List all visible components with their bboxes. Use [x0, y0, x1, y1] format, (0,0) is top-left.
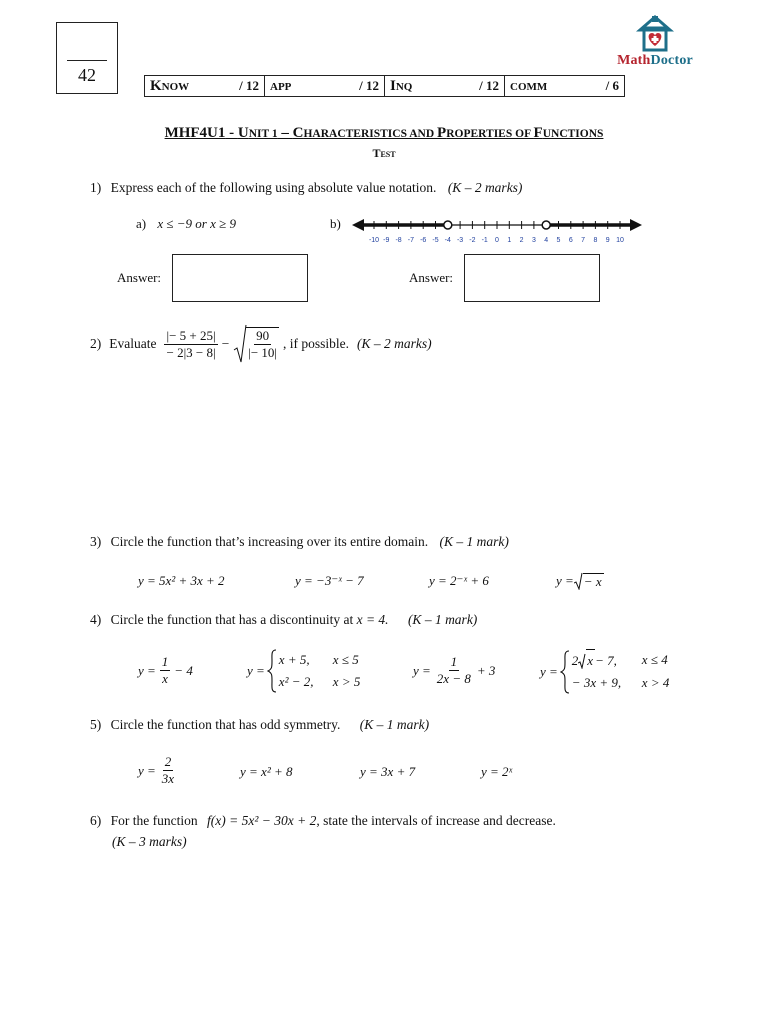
question-text: Circle the function that has a discontinuity at — [110, 612, 354, 627]
marks-label-rest: COMM — [510, 80, 548, 93]
mathdoctor-logo — [600, 12, 710, 72]
option-prefix: y = — [556, 573, 574, 588]
q4-option-2[interactable] — [247, 649, 360, 693]
question-6 — [90, 813, 556, 829]
question-2 — [90, 324, 432, 364]
tick-label: 7 — [581, 237, 586, 244]
title-cap: P — [437, 125, 447, 141]
fraction-numerator: |− 5 + 25| — [166, 327, 216, 343]
open-point — [542, 221, 550, 229]
fraction-denominator: x — [162, 671, 168, 686]
q5-option-3[interactable]: y = 3x + 7 — [360, 764, 416, 779]
title-sep: - — [225, 125, 238, 141]
q1b-answer-label: Answer: — [409, 270, 454, 285]
score-line — [67, 60, 107, 61]
piece-rest: − 7, — [595, 652, 617, 668]
question-text: Evaluate — [109, 336, 157, 351]
q1-part-a — [136, 216, 236, 232]
tick-label: -10 — [368, 237, 380, 244]
question-number: 6) — [90, 813, 102, 828]
number-line — [352, 212, 642, 246]
sqrt-sign-icon — [233, 324, 247, 364]
piece-expr: x + 5, — [278, 652, 310, 667]
question-marks: (K – 1 mark) — [407, 612, 478, 627]
piece-cond: x ≤ 5 — [332, 652, 359, 667]
fraction-denominator: − 2|3 − 8| — [166, 344, 216, 360]
q4-option-4[interactable] — [540, 649, 669, 694]
piecewise — [279, 649, 361, 693]
score-box — [56, 22, 118, 94]
marks-label-rest: APP — [270, 80, 292, 93]
fraction-numerator: 90 — [256, 328, 270, 343]
question-text: Express each of the following using absolute value notation. — [110, 180, 437, 195]
fraction-denominator: 3x — [161, 771, 175, 786]
marks-label-rest: NOW — [161, 80, 190, 93]
question-6-marks: (K – 3 marks) — [112, 834, 187, 849]
tick-label: 0 — [495, 237, 499, 244]
question-number: 4) — [90, 612, 102, 627]
question-function: f(x) = 5x² − 30x + 2 — [207, 813, 317, 828]
q3-option-3[interactable]: y = 2⁻ˣ + 6 — [429, 573, 489, 588]
tick-label: -1 — [481, 237, 488, 244]
coefficient: 2 — [571, 652, 579, 668]
tick-label: -4 — [444, 237, 451, 244]
fraction-denominator: |− 10| — [248, 345, 278, 360]
logo-text-doctor: Doctor — [650, 53, 693, 68]
tick-label: -9 — [383, 237, 390, 244]
q1a-expression: x ≤ −9 or x ≥ 9 — [157, 216, 237, 231]
q3-option-4[interactable] — [556, 572, 604, 590]
tick-label: 5 — [556, 237, 561, 244]
q4-option-3[interactable] — [413, 654, 495, 687]
question-1 — [90, 180, 522, 196]
question-text-tail: , if possible. — [283, 336, 350, 351]
q4-option-1[interactable] — [138, 654, 193, 687]
marks-label-rest: NQ — [395, 80, 413, 93]
radicand: x — [586, 649, 595, 672]
q5-fraction — [160, 754, 176, 787]
marks-label-first: K — [150, 77, 162, 94]
tick-label: -6 — [420, 237, 427, 244]
question-number: 5) — [90, 717, 102, 732]
marks-value: / 12 — [239, 78, 259, 93]
title-rest: HARACTERISTICS AND — [303, 128, 438, 140]
question-3 — [90, 534, 509, 550]
option-prefix: y = — [138, 662, 156, 678]
page-title — [0, 125, 768, 142]
option-prefix: y = — [138, 762, 156, 778]
part-label: a) — [136, 216, 147, 231]
marks-value: / 12 — [479, 78, 499, 93]
tick-label: -8 — [395, 237, 402, 244]
marks-cell-inq — [385, 76, 505, 96]
option-suffix: + 3 — [476, 662, 496, 678]
tick-label: 6 — [568, 237, 573, 244]
title-cap: F — [533, 125, 543, 141]
tick-label: 2 — [519, 237, 524, 244]
piece-cond: x > 4 — [641, 675, 670, 690]
q2-fraction-2 — [246, 327, 279, 361]
logo-text-math: Math — [617, 53, 651, 68]
fraction-numerator: 1 — [450, 654, 458, 669]
question-number: 2) — [90, 336, 102, 351]
question-number: 1) — [90, 180, 102, 195]
tick-label: -7 — [407, 237, 415, 244]
question-number: 3) — [90, 534, 102, 549]
logo-text — [600, 53, 710, 69]
tick-label: 1 — [507, 237, 512, 244]
brace-icon — [267, 649, 277, 693]
q5-option-1[interactable] — [138, 754, 176, 787]
tick-label: 4 — [544, 237, 549, 244]
question-condition: x = 4. — [356, 612, 389, 627]
sqrt-sign-icon — [578, 653, 586, 669]
marks-cell-comm — [505, 76, 624, 96]
q1a-answer-label: Answer: — [117, 270, 162, 285]
fraction-denominator: 2x − 8 — [436, 671, 471, 686]
fraction-numerator: 1 — [161, 654, 169, 669]
q4-fraction — [435, 654, 473, 687]
question-4 — [90, 612, 477, 628]
piece-expr — [572, 649, 642, 672]
option-prefix: y = — [540, 663, 558, 679]
q2-fraction-1 — [164, 328, 217, 361]
q5-option-2[interactable]: y = x² + 8 — [240, 764, 293, 779]
title-rest: UNCTIONS — [542, 128, 604, 140]
q1b-answer-box[interactable] — [464, 254, 600, 302]
radicand: − x — [583, 573, 602, 589]
fraction-numerator: 2 — [164, 754, 172, 769]
question-5 — [90, 717, 429, 733]
q3-option-2[interactable]: y = −3⁻ˣ − 7 — [295, 573, 364, 588]
tick-label: 9 — [605, 237, 610, 244]
title-cap: C — [292, 125, 304, 141]
piece-expr: x² − 2, — [278, 674, 314, 689]
piece-expr: − 3x + 9, — [571, 675, 622, 690]
option-prefix: y = — [413, 662, 431, 678]
option-prefix: y = — [247, 663, 265, 678]
marks-cell-know — [145, 76, 265, 96]
question-text: For the function — [110, 813, 198, 828]
tick-label: 8 — [593, 237, 598, 244]
page-subtitle: Test — [372, 146, 396, 160]
brace-icon — [560, 650, 570, 694]
piece-cond: x ≤ 4 — [641, 652, 668, 667]
option-suffix: − 4 — [174, 662, 193, 678]
title-cap: U — [237, 125, 249, 141]
question-marks: (K – 2 marks) — [357, 336, 432, 351]
q5-option-4[interactable]: y = 2ˣ — [481, 764, 513, 779]
q4-fraction — [160, 654, 171, 687]
question-marks: (K – 1 mark) — [359, 717, 430, 732]
piecewise — [572, 649, 670, 694]
tick-label: 10 — [616, 237, 624, 244]
piece-cond: x > 5 — [332, 674, 361, 689]
question-marks: (K – 2 marks) — [447, 180, 523, 195]
marks-label-first: I — [390, 77, 396, 94]
house-heart-icon — [600, 12, 710, 54]
q1-part-b-label: b) — [330, 216, 341, 231]
marks-cell-app — [265, 76, 385, 96]
marks-table — [144, 75, 625, 97]
score-total: 42 — [78, 65, 96, 85]
question-text: Circle the function that has odd symmetry. — [110, 717, 341, 732]
sqrt-sign-icon — [574, 572, 583, 590]
question-text-tail: , state the intervals of increase and decrease. — [316, 813, 556, 828]
tick-label: -3 — [456, 237, 464, 244]
tick-label: 3 — [531, 237, 536, 244]
title-rest: ROPERTIES OF — [446, 128, 534, 140]
title-dash: – — [277, 125, 293, 141]
q1a-answer-box[interactable] — [172, 254, 308, 302]
marks-value: / 6 — [605, 78, 619, 93]
course-code: MHF4U1 — [164, 125, 226, 141]
question-text: Circle the function that’s increasing over its entire domain. — [110, 534, 429, 549]
marks-value: / 12 — [359, 78, 379, 93]
q3-option-1[interactable]: y = 5x² + 3x + 2 — [138, 573, 225, 588]
tick-label: -2 — [469, 237, 476, 244]
tick-label: -5 — [432, 237, 439, 244]
open-point — [444, 221, 452, 229]
title-rest: NIT 1 — [248, 128, 278, 140]
q2-sqrt — [233, 324, 279, 364]
minus-sign: − — [221, 336, 230, 351]
question-marks: (K – 1 mark) — [439, 534, 509, 549]
